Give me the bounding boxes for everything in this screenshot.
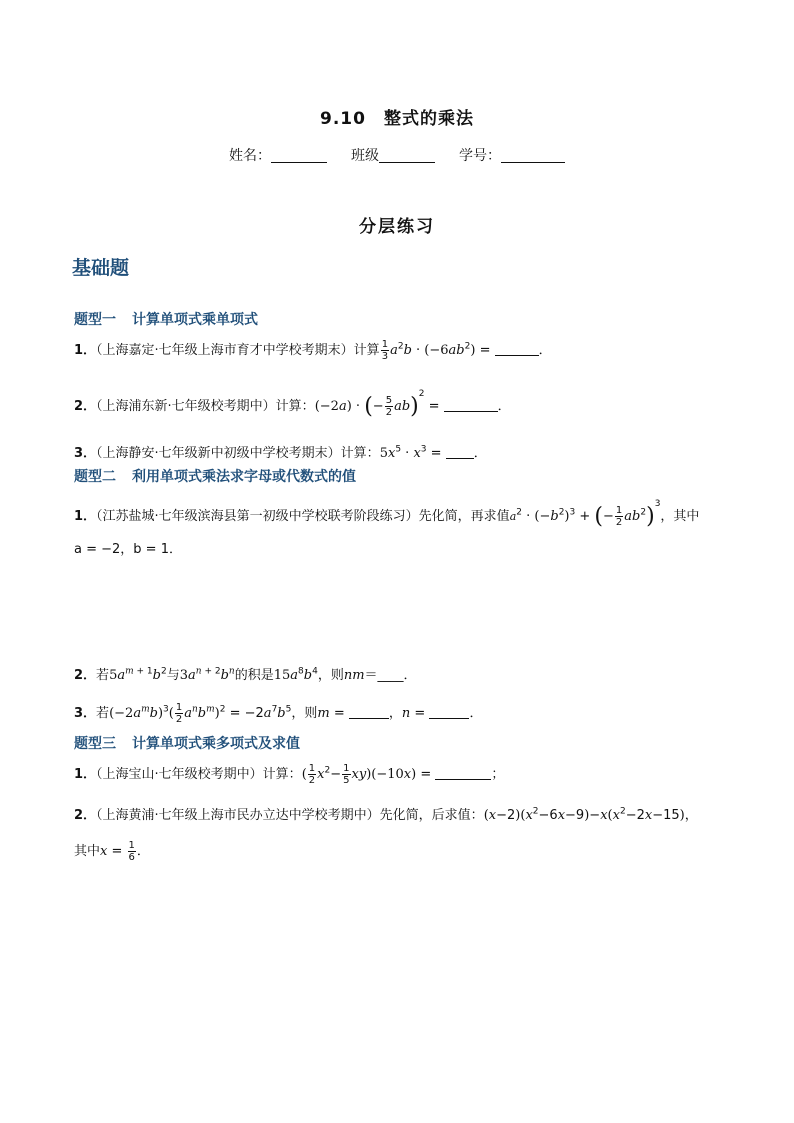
question-end: ； — [491, 767, 505, 782]
type2-title: 利用单项式乘法求字母或代数式的值 — [132, 469, 356, 485]
question-text: （上海浦东新·七年级校考期中）计算： — [96, 399, 315, 414]
question-text: （上海嘉定·七年级上海市育才中学校考期末）计算 — [96, 343, 380, 358]
question-end: ． — [469, 706, 483, 721]
type1-question-2: 2．（上海浦东新·七年级校考期中）计算：(−2a) · (− $\frac{5}{2}$ ab)$^2$ = ． — [74, 389, 511, 419]
type2-question-1: 1．（江苏盐城·七年级滨海县第一初级中学校联考阶段练习）先化简，再求值$a^2 \cdot (-b^2)^3$ + (− $\frac{1}{2}$ $ab^2)^3$，其中 — [74, 499, 700, 529]
question-mid: 与 — [166, 668, 180, 683]
condition-label: 其中 — [74, 844, 101, 859]
question-number: 1． — [74, 343, 97, 358]
class-blank[interactable] — [379, 148, 435, 163]
question-number: 3． — [74, 706, 97, 721]
id-blank[interactable] — [501, 148, 565, 163]
type1-label: 题型一 — [74, 312, 116, 328]
question-text: （上海黄浦·七年级上海市民办立达中学校考期中）先化简，后求值： — [96, 808, 484, 823]
page-subtitle: 分层练习 — [359, 217, 435, 237]
answer-blank[interactable] — [435, 767, 491, 780]
answer-blank[interactable] — [444, 399, 498, 412]
type3-question-2: 2．（上海黄浦·七年级上海市民办立达中学校考期中）先化简，后求值：$(x-2)(x^2-6x-9)-x(x^2-2x-15)$， — [74, 806, 698, 823]
type2-label: 题型二 — [74, 469, 116, 485]
question-text: （上海静安·七年级新中初级中学校考期末）计算： — [96, 446, 380, 461]
answer-blank[interactable] — [495, 343, 539, 356]
answer-blank-m[interactable] — [349, 706, 389, 719]
question-text: 的积是 — [234, 668, 274, 683]
section-title: 基础题 — [72, 257, 130, 279]
question-sep: ， — [388, 706, 402, 721]
question-end: ＝____． — [364, 668, 417, 683]
type2-question-1-condition: a = −2，b = 1． — [74, 542, 182, 557]
answer-blank[interactable] — [446, 446, 474, 459]
page-title: 9.10 整式的乘法 — [320, 109, 474, 129]
class-label: 班级 — [351, 148, 379, 164]
question-number: 2． — [74, 668, 97, 683]
question-tail: ，则 — [317, 668, 344, 683]
question-number: 1． — [74, 767, 97, 782]
fraction: $\frac{1}{2}$ — [308, 763, 316, 786]
type2-question-2: 2．若$5a^{m + 1}b^2$与$3a^{n + 2}b^n$的积是$15a^8b^4$，则nm＝____． — [74, 666, 417, 683]
student-info-line — [0, 145, 794, 165]
fraction: $\frac{1}{2}$ — [615, 505, 623, 528]
type3-question-2-condition: 其中x = $\frac{1}{6}$ ． — [74, 840, 150, 863]
type1-question-1: 1．（上海嘉定·七年级上海市育才中学校考期末）计算 $\frac{1}{3}$ $a^2b \cdot (-6ab^2)$ = ． — [74, 339, 552, 362]
type1-title: 计算单项式乘单项式 — [132, 312, 258, 328]
type1-question-3: 3．（上海静安·七年级新中初级中学校考期末）计算：$5x^5 \cdot x^3$ = ． — [74, 444, 487, 461]
question-text: （江苏盐城·七年级滨海县第一初级中学校联考阶段练习）先化简，再求值 — [96, 509, 510, 524]
type2-question-3: 3．若$(-2a^mb)^3$( $\frac{1}{2}$ $a^nb^m)^2 = -2a^7b^5$，则m = ，n = ． — [74, 702, 483, 725]
question-tail: ，则 — [291, 706, 318, 721]
question-number: 1． — [74, 509, 97, 524]
fraction: $\frac{1}{6}$ — [128, 840, 135, 863]
type3-question-1: 1．（上海宝山·七年级校考期中）计算：( $\frac{1}{2}$ $x^2-$ $\frac{1}{5}$ xy)(−10x) = ； — [74, 763, 505, 786]
fraction: $\frac{1}{3}$ — [381, 339, 389, 362]
fraction: $\frac{5}{2}$ — [385, 395, 393, 418]
type2-heading — [74, 466, 356, 486]
question-prefix: 若 — [96, 668, 110, 683]
question-prefix: 若 — [96, 706, 110, 721]
question-number: 2． — [74, 399, 97, 414]
type3-label: 题型三 — [74, 736, 116, 752]
question-number: 3． — [74, 446, 97, 461]
answer-blank-n[interactable] — [429, 706, 469, 719]
id-label: 学号： — [459, 148, 501, 164]
fraction: $\frac{1}{2}$ — [175, 702, 183, 725]
name-blank[interactable] — [271, 148, 327, 163]
type1-heading — [74, 309, 258, 329]
fraction: $\frac{1}{5}$ — [343, 763, 350, 786]
question-text: （上海宝山·七年级校考期中）计算： — [96, 767, 302, 782]
type3-title: 计算单项式乘多项式及求值 — [132, 736, 300, 752]
question-tail: ，其中 — [660, 509, 700, 524]
question-number: 2． — [74, 808, 97, 823]
type3-heading — [74, 733, 300, 753]
name-label: 姓名： — [229, 148, 271, 164]
